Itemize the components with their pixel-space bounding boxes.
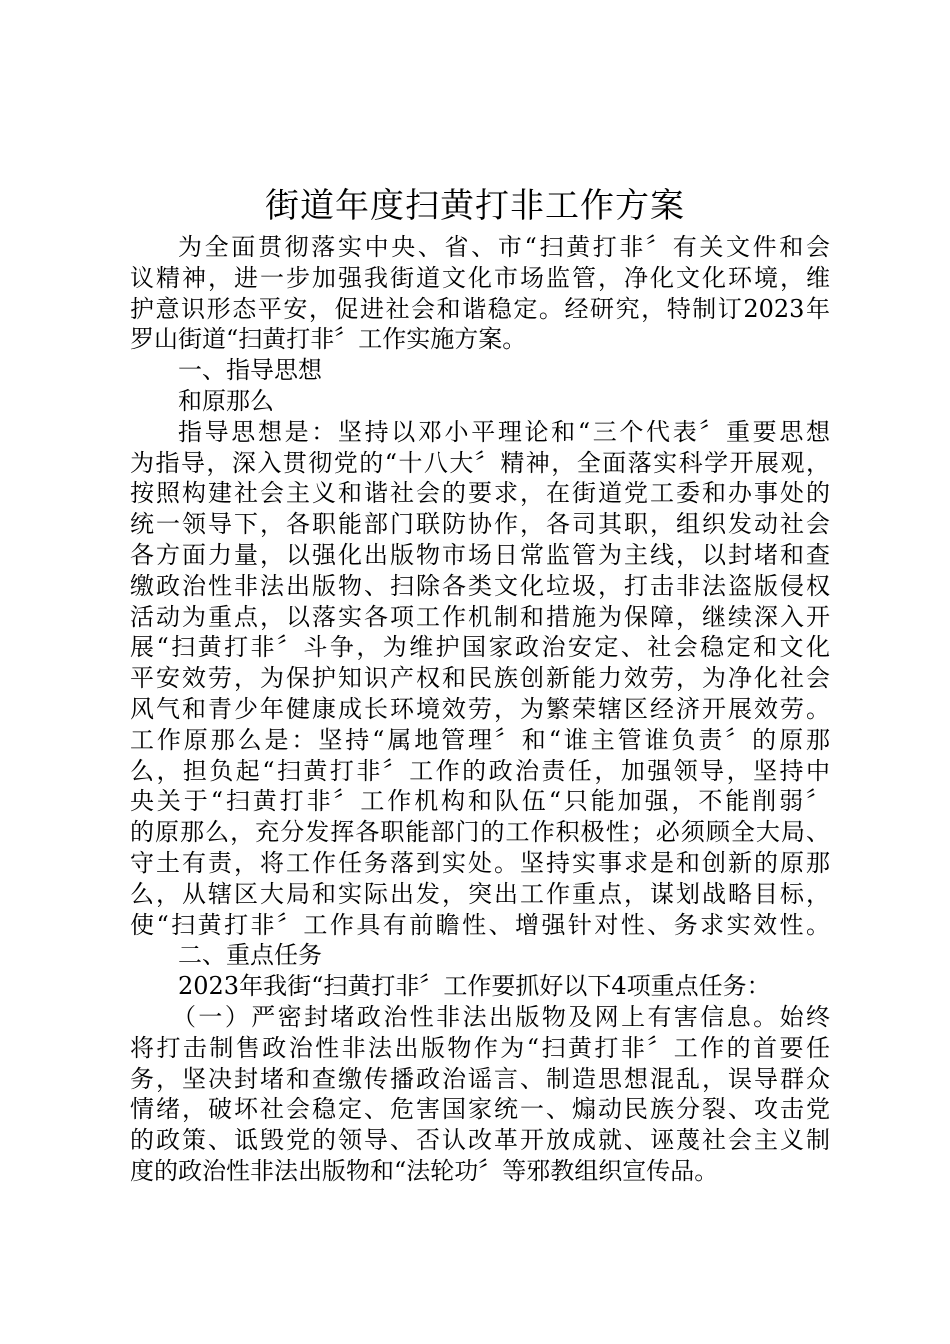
document-title: 街道年度扫黄打非工作方案 [265,186,685,226]
section-heading-key-tasks: 二、重点任务 [178,941,322,970]
paragraph-principles-line-2: 么，担负起“扫黄打非〞工作的政治责任，加强领导，坚持中 [130,756,830,785]
paragraph-principles-line-7: 使“扫黄打非〞工作具有前瞻性、增强针对性、务求实效性。 [130,910,830,939]
paragraph-task-1-line-4: 情绪，破坏社会稳定、危害国家统一、煽动民族分裂、攻击党 [130,1095,830,1124]
paragraph-intro-line-3: 护意识形态平安，促进社会和谐稳定。经研究，特制订2023年 [130,294,830,323]
paragraph-principles-line-4: 的原那么，充分发挥各职能部门的工作积极性；必须顾全大局、 [130,818,830,847]
paragraph-task-1-line-5: 的政策、诋毁党的领导、否认改革开放成就、诬蔑社会主义制 [130,1126,830,1155]
paragraph-ideology-line-9: 平安效劳，为保护知识产权和民族创新能力效劳，为净化社会 [130,664,830,693]
paragraph-tasks-intro: 2023年我街“扫黄打非〞工作要抓好以下4项重点任务： [178,972,771,1001]
paragraph-principles-line-5: 守土有责，将工作任务落到实处。坚持实事求是和创新的原那 [130,848,830,877]
paragraph-intro-line-1: 为全面贯彻落实中央、省、市“扫黄打非〞有关文件和会 [178,233,830,261]
paragraph-ideology-line-4: 统一领导下，各职能部门联防协作，各司其职，组织发动社会 [130,510,830,539]
document-body [130,232,830,1187]
paragraph-intro-line-4: 罗山街道“扫黄打非〞工作实施方案。 [130,325,527,354]
paragraph-task-1-line-1: （一）严密封堵政治性非法出版物及网上有害信息。始终 [172,1002,830,1031]
paragraph-ideology-line-10: 风气和青少年健康成长环境效劳，为繁荣辖区经济开展效劳。 [130,694,830,723]
paragraph-ideology-line-6: 缴政治性非法出版物、扫除各类文化垃圾，打击非法盗版侵权 [130,571,830,600]
paragraph-principles-line-1: 工作原那么是：坚持“属地管理〞和“谁主管谁负责〞的原那 [130,725,830,754]
paragraph-ideology-line-8: 展“扫黄打非〞斗争，为维护国家政治安定、社会稳定和文化 [130,633,830,662]
paragraph-principles-line-6: 么，从辖区大局和实际出发，突出工作重点，谋划战略目标， [130,879,830,908]
section-heading-principles: 和原那么 [178,386,274,415]
paragraph-ideology-line-3: 按照构建社会主义和谐社会的要求，在街道党工委和办事处的 [130,479,830,508]
paragraph-ideology-line-1: 指导思想是：坚持以邓小平理论和“三个代表〞重要思想 [178,417,830,446]
section-heading-guiding-ideology: 一、指导思想 [178,356,322,385]
paragraph-task-1-line-6: 度的政治性非法出版物和“法轮功〞等邪教组织宣传品。 [130,1156,719,1185]
paragraph-ideology-line-2: 为指导，深入贯彻党的“十八大〞精神，全面落实科学开展观， [130,448,830,477]
paragraph-task-1-line-3: 务，坚决封堵和查缴传播政治谣言、制造思想混乱，误导群众 [130,1064,830,1093]
paragraph-ideology-line-7: 活动为重点，以落实各项工作机制和措施为保障，继续深入开 [130,602,830,631]
paragraph-principles-line-3: 央关于“扫黄打非〞工作机构和队伍“只能加强，不能削弱〞 [130,787,830,816]
paragraph-task-1-line-2: 将打击制售政治性非法出版物作为“扫黄打非〞工作的首要任 [130,1033,830,1062]
paragraph-ideology-line-5: 各方面力量，以强化出版物市场日常监管为主线，以封堵和查 [130,540,830,569]
paragraph-intro-line-2: 议精神，进一步加强我街道文化市场监管，净化文化环境，维 [130,263,830,292]
